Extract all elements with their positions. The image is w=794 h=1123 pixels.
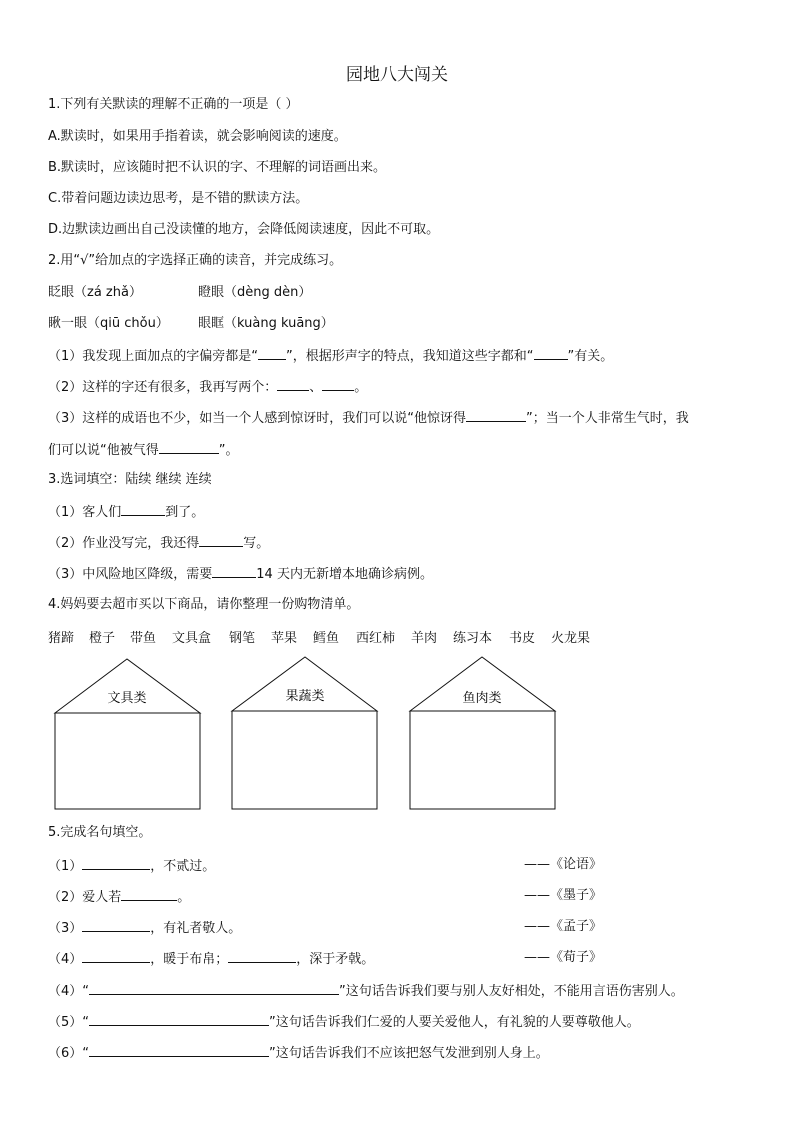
q5-row4 (48, 949, 374, 969)
q2-sub3-text-b: ”；当一个人非常生气时，我 (526, 411, 689, 426)
q4-item: 西红柿 (356, 631, 396, 646)
q3-sub2-blank[interactable] (199, 533, 243, 547)
q3-sub2-text-b: 写。 (243, 536, 270, 551)
q3-sub1-text-b: 到了。 (165, 505, 205, 520)
q4-item: 猪蹄 (48, 631, 75, 646)
q5-row2-blank[interactable] (121, 887, 177, 901)
q5-row3-blank[interactable] (82, 918, 150, 932)
q2-sub1-text-c: ”有关。 (567, 349, 614, 364)
house-answer-box[interactable] (410, 711, 555, 809)
q5-row7-text-b: ”这句话告诉我们不应该把怒气发泄到别人身上。 (269, 1046, 549, 1061)
q5-row1-blank[interactable] (82, 856, 150, 870)
q5-row5-blank[interactable] (89, 981, 339, 995)
q2-sub1-blank-meaning[interactable] (534, 346, 568, 360)
house-label-stationery: 文具类 (107, 691, 147, 706)
q2-word-yankuang: 眼眶（kuàng kuāng） (198, 316, 334, 331)
q4-item: 羊肉 (411, 631, 438, 646)
q5-row5 (48, 981, 684, 1001)
q2-sub2-text-c: 。 (354, 380, 368, 395)
q5-row1-source: ——《论语》 (524, 857, 603, 872)
q5-row5-text-b: ”这句话告诉我们要与别人友好相处，不能用言语伤害别人。 (339, 984, 684, 999)
page-title: 园地八大闯关 (346, 65, 448, 85)
q5-row4-text-c: ，深于矛戟。 (296, 952, 375, 967)
q5-row6-text-a: （5）“ (48, 1015, 90, 1030)
q5-row7-text-a: （6）“ (48, 1046, 90, 1061)
house-stationery (55, 659, 200, 809)
q5-row3 (48, 918, 241, 938)
q1-option-b: B.默读时，应该随时把不认识的字、不理解的词语画出来。 (48, 160, 387, 175)
q3-sub3-text-b: 14 天内无新增本地确诊病例。 (256, 567, 433, 582)
q5-row4-blank-1[interactable] (82, 949, 150, 963)
q4-item: 文具盒 (172, 631, 212, 646)
q4-stem: 4.妈妈要去超市买以下商品，请你整理一份购物清单。 (48, 597, 360, 612)
q2-sub3-blank-angry[interactable] (159, 440, 219, 454)
q5-row2 (48, 887, 190, 907)
q5-row1-text-a: （1） (48, 859, 83, 874)
house-fruit-veg (232, 657, 377, 809)
q5-row1-text-b: ，不贰过。 (150, 859, 216, 874)
q4-item: 带鱼 (130, 631, 157, 646)
q5-stem: 5.完成名句填空。 (48, 825, 152, 840)
q2-sub3-blank-surprised[interactable] (466, 408, 526, 422)
q3-sub2 (48, 533, 269, 553)
q2-sub2-text-a: （2）这样的字还有很多，我再写两个： (48, 380, 278, 395)
q3-sub3-blank[interactable] (212, 564, 256, 578)
q5-row5-text-a: （4）“ (48, 984, 90, 999)
q5-row4-text-b: ，暖于布帛； (150, 952, 229, 967)
q2-sub3 (48, 408, 689, 428)
house-answer-box[interactable] (232, 711, 377, 809)
q5-row4-text-a: （4） (48, 952, 83, 967)
q4-item: 火龙果 (551, 631, 591, 646)
q5-row3-text-b: ，有礼者敬人。 (150, 921, 242, 936)
q5-row1 (48, 856, 215, 876)
q2-sub1 (48, 346, 613, 366)
q5-row4-source: ——《荀子》 (524, 950, 603, 965)
q2-sub3-text-d: ”。 (218, 443, 239, 458)
q5-row2-text-b: 。 (177, 890, 191, 905)
q2-word-dengyan: 瞪眼（dèng dèn） (198, 285, 312, 300)
q5-row6 (48, 1012, 640, 1032)
q2-sub2-text-b: 、 (309, 380, 323, 395)
q5-row7 (48, 1043, 549, 1063)
q2-sub2-blank-1[interactable] (277, 377, 309, 391)
q5-row3-text-a: （3） (48, 921, 83, 936)
q4-item: 练习本 (453, 631, 493, 646)
q4-item: 书皮 (509, 631, 536, 646)
q1-option-a: A.默读时，如果用手指着读，就会影响阅读的速度。 (48, 129, 347, 144)
q5-row6-blank[interactable] (89, 1012, 269, 1026)
house-label-fruit-veg: 果蔬类 (285, 689, 325, 704)
house-fish-meat (410, 657, 555, 809)
q3-sub3 (48, 564, 433, 584)
q2-sub2-blank-2[interactable] (322, 377, 354, 391)
q4-item: 鳕鱼 (313, 631, 340, 646)
q5-row2-source: ——《墨子》 (524, 888, 603, 903)
q1-option-c: C.带着问题边读边思考，是不错的默读方法。 (48, 191, 309, 206)
house-answer-box[interactable] (55, 713, 200, 809)
q5-row3-source: ——《孟子》 (524, 919, 603, 934)
q2-word-chouyiyan: 瞅一眼（qiū chǒu） (48, 316, 169, 331)
q3-sub1 (48, 502, 204, 522)
category-houses (0, 655, 794, 815)
q4-item: 橙子 (89, 631, 116, 646)
q2-sub1-text-b: ”，根据形声字的特点，我知道这些字都和“ (286, 349, 534, 364)
q2-sub1-text-a: （1）我发现上面加点的字偏旁都是“ (48, 349, 259, 364)
q2-word-zhayan: 眨眼（zá zhǎ） (48, 285, 142, 300)
q3-sub3-text-a: （3）中风险地区降级，需要 (48, 567, 213, 582)
q5-row7-blank[interactable] (89, 1043, 269, 1057)
q1-option-d: D.边默读边画出自己没读懂的地方，会降低阅读速度，因此不可取。 (48, 222, 440, 237)
q5-row6-text-b: ”这句话告诉我们仁爱的人要关爱他人，有礼貌的人要尊敬他人。 (269, 1015, 640, 1030)
q5-row2-text-a: （2）爱人若 (48, 890, 122, 905)
house-label-fish-meat: 鱼肉类 (462, 691, 502, 706)
q4-item: 苹果 (271, 631, 298, 646)
q3-sub1-blank[interactable] (121, 502, 165, 516)
q2-stem: 2.用“√”给加点的字选择正确的读音，并完成练习。 (48, 253, 343, 268)
q5-row4-blank-2[interactable] (228, 949, 296, 963)
q1-stem: 1.下列有关默读的理解不正确的一项是（ ） (48, 97, 299, 112)
q2-sub2 (48, 377, 367, 397)
q3-stem: 3.选词填空：陆续 继续 连续 (48, 472, 212, 487)
q4-item: 钢笔 (229, 631, 256, 646)
q3-sub2-text-a: （2）作业没写完，我还得 (48, 536, 200, 551)
q3-sub1-text-a: （1）客人们 (48, 505, 122, 520)
q2-sub3-cont (48, 440, 239, 460)
q2-sub3-text-c: 们可以说“他被气得 (48, 443, 159, 458)
q2-sub1-blank-radical[interactable] (258, 346, 286, 360)
q2-sub3-text-a: （3）这样的成语也不少，如当一个人感到惊讶时，我们可以说“他惊讶得 (48, 411, 467, 426)
